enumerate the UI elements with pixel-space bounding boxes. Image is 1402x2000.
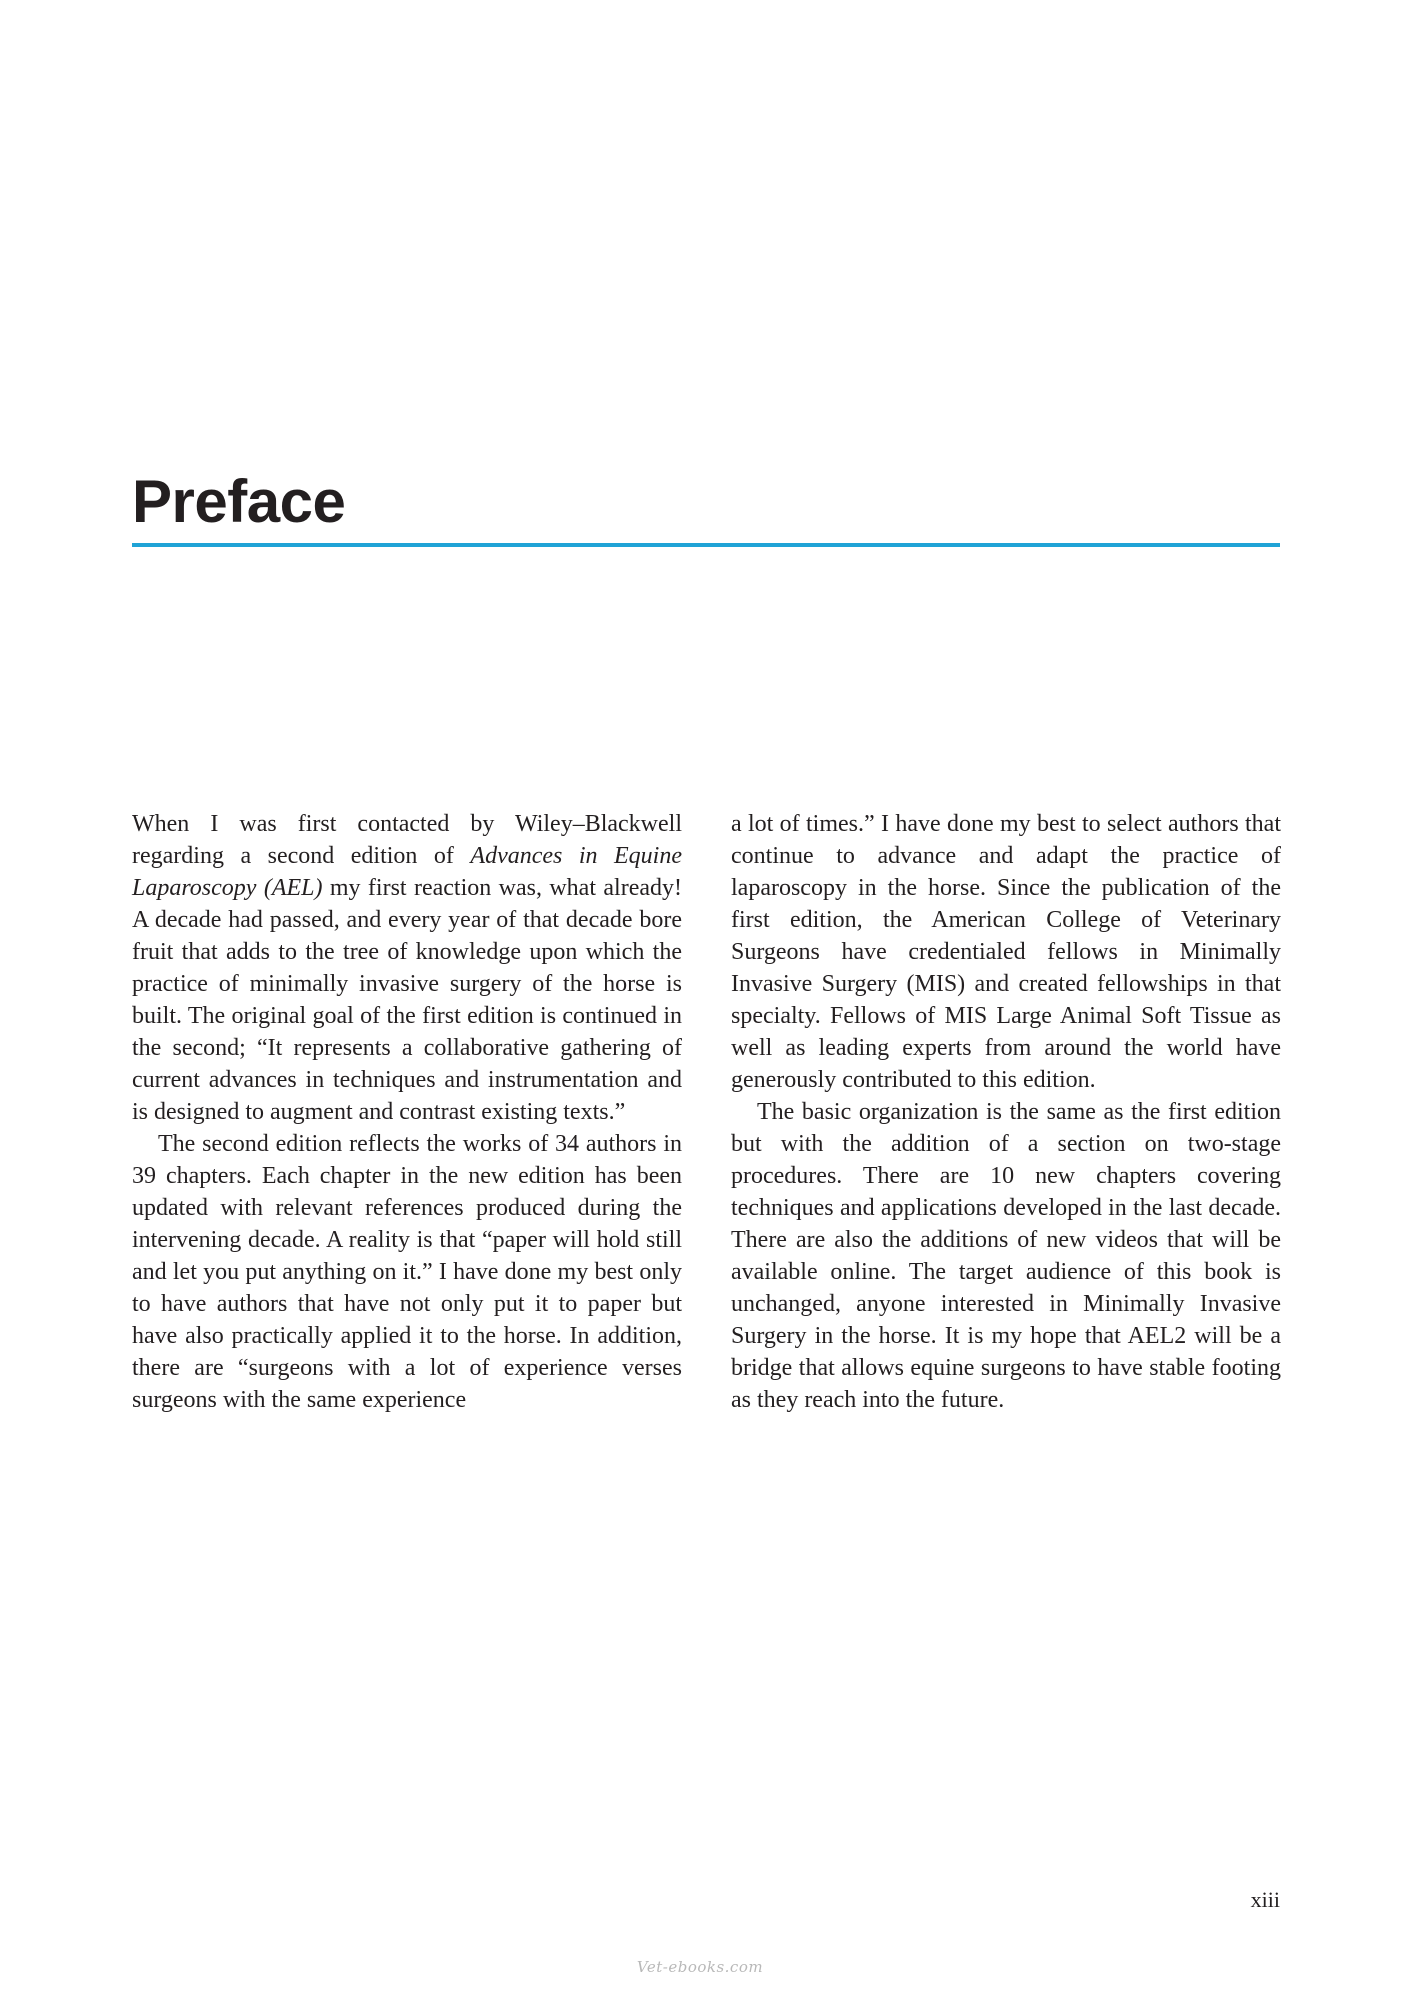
- watermark-logo: Vet-ebooks.com: [636, 1958, 764, 1976]
- text-column-right: [731, 808, 1281, 1416]
- title-rule: [132, 543, 1280, 547]
- book-title-italic: Advances in Equine Laparoscopy (AEL): [132, 843, 683, 901]
- text-segment: a lot of times.” I have done my best to select authors that continue to advance and adapt the practice of laparoscopy in the horse. Since the publication of the first edition, the American College of Veterinary Surgeons have credentialed fellows in Minimally Invasive Surgery (MIS) and created fellowships in that specialty. Fellows of MIS Large Animal Soft Tissue as well as leading experts from around the world have generously contributed to this edition.: [731, 811, 1281, 1093]
- text-segment: The second edition reflects the works of 34 authors in 39 chapters. Each chapter in the new edition has been updated with relevant references produced during the intervening decade. A reality is that “paper will hold still and let you put anything on it.” I have done my best only to have authors that have not only put it to paper but have also practically applied it to the horse. In addition, there are “surgeons with a lot of experience verses surgeons with the same experience: [132, 1131, 682, 1413]
- paragraph: [132, 808, 682, 1128]
- text-segment: When I was first contacted by Wiley–Blackwell regarding a second edition of: [132, 811, 682, 869]
- paragraph: [132, 1128, 682, 1416]
- page-title: Preface: [132, 468, 346, 535]
- page-number: xiii: [1250, 1887, 1280, 1912]
- paragraph: [731, 1096, 1281, 1416]
- paragraph: [731, 808, 1281, 1096]
- text-segment: my first reaction was, what already! A decade had passed, and every year of that decade bore fruit that adds to the tree of knowledge upon which the practice of minimally invasive surgery of the horse is built. The original goal of the first edition is continued in the second; “It represents a collaborative gathering of current advances in techniques and instrumentation and is designed to augment and contrast existing texts.”: [132, 875, 683, 1125]
- text-segment: The basic organization is the same as the first edition but with the addition of a section on two-stage procedures. There are 10 new chapters covering techniques and applications developed in the last decade. There are also the additions of new videos that will be available online. The target audience of this book is unchanged, anyone interested in Minimally Invasive Surgery in the horse. It is my hope that AEL2 will be a bridge that allows equine surgeons to have stable footing as they reach into the future.: [731, 1099, 1281, 1413]
- text-column-left: [132, 808, 682, 1416]
